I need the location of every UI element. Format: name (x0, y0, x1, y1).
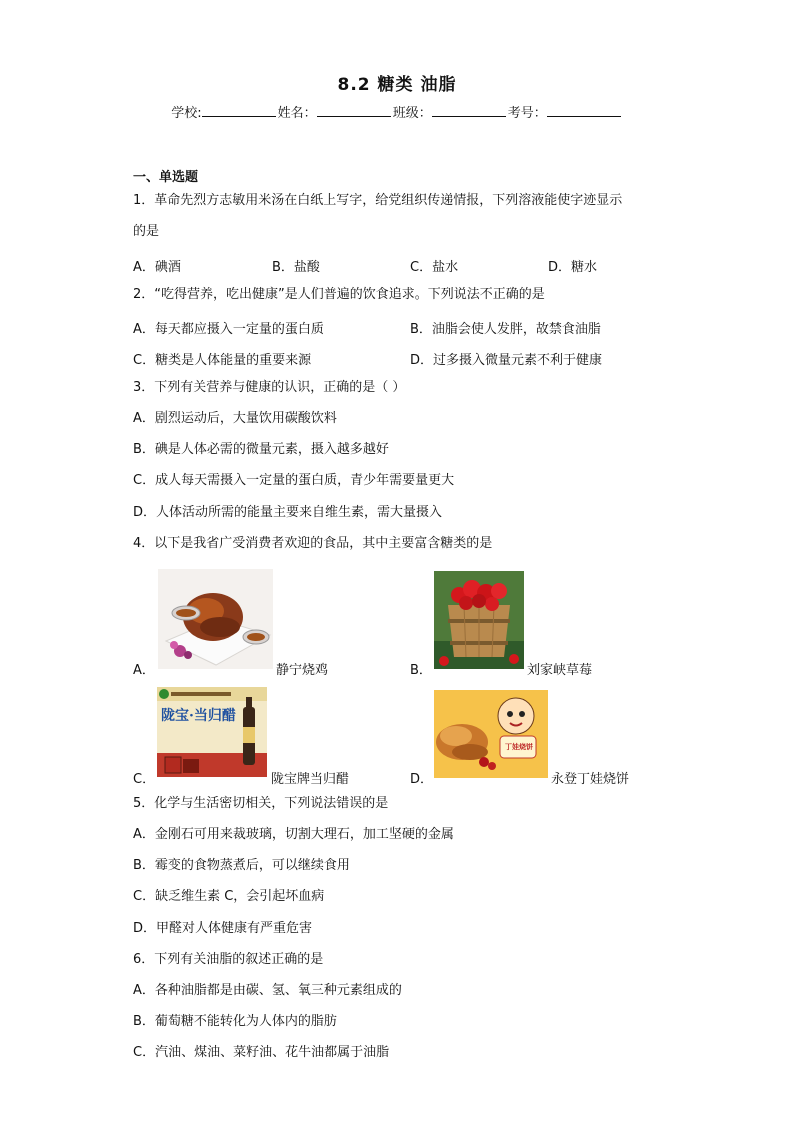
q3-stem: 3．下列有关营养与健康的认识，正确的是（ ） (133, 380, 406, 395)
pastry-ad-text: 丁娃烧饼 (505, 743, 533, 751)
q3-option-a: A．剧烈运动后，大量饮用碳酸饮料 (133, 411, 337, 426)
q4-stem: 4．以下是我省广受消费者欢迎的食品，其中主要富含糖类的是 (133, 536, 493, 551)
q3-option-d: D．人体活动所需的能量主要来自维生素，需大量摄入 (133, 505, 443, 520)
q6-option-b: B．葡萄糖不能转化为人体内的脂肪 (133, 1014, 337, 1029)
page-title: 8.2 糖类 油脂 (337, 75, 457, 95)
strawberry-bucket-image (434, 571, 524, 669)
q6-option-c: C．汽油、煤油、菜籽油、花牛油都属于油脂 (133, 1045, 390, 1060)
section-title: 一、单选题 (133, 170, 199, 185)
q1-option-b: B．盐酸 (272, 260, 320, 275)
exam-no-blank[interactable] (547, 104, 621, 117)
q5-stem: 5．化学与生活密切相关，下列说法错误的是 (133, 796, 389, 811)
q5-option-c: C．缺乏维生素 C，会引起坏血病 (133, 889, 325, 904)
vinegar-ad-text: 陇宝·当归醋 (161, 708, 236, 724)
q3-option-c: C．成人每天需摄入一定量的蛋白质，青少年需要量更大 (133, 473, 455, 488)
q1-stem-line1: 1．革命先烈方志敏用米汤在白纸上写字，给党组织传递情报，下列溶液能使字迹显示 (133, 193, 623, 208)
vinegar-ad-image (157, 687, 267, 777)
q5-option-d: D．甲醛对人体健康有严重危害 (133, 921, 313, 936)
q1-option-a: A．碘酒 (133, 260, 181, 275)
class-label: 班级： (392, 106, 432, 121)
q3-option-b: B．碘是人体必需的微量元素，摄入越多越好 (133, 442, 389, 457)
roast-chicken-image (158, 569, 273, 669)
q4-option-b-letter: B． (410, 663, 432, 678)
q4-option-a-caption: 静宁烧鸡 (276, 663, 329, 678)
q4-option-a-letter: A． (133, 663, 155, 678)
q6-stem: 6．下列有关油脂的叙述正确的是 (133, 952, 324, 967)
q5-option-b: B．霉变的食物蒸煮后，可以继续食用 (133, 858, 350, 873)
name-blank[interactable] (317, 104, 391, 117)
q2-stem: 2．“吃得营养，吃出健康”是人们普遍的饮食追求。下列说法不正确的是 (133, 287, 545, 302)
q6-option-a: A．各种油脂都是由碳、氢、氧三种元素组成的 (133, 983, 402, 998)
q1-option-c: C．盐水 (410, 260, 459, 275)
q4-option-d-caption: 永登丁娃烧饼 (551, 772, 630, 787)
q4-option-d-letter: D． (410, 772, 434, 787)
school-blank[interactable] (202, 104, 276, 117)
q1-stem-line2: 的是 (133, 224, 160, 239)
class-blank[interactable] (432, 104, 506, 117)
exam-no-label: 考号： (507, 106, 547, 121)
school-label: 学校: (171, 106, 202, 121)
q2-option-b: B．油脂会使人发胖，故禁食油脂 (410, 322, 601, 337)
q4-option-b-caption: 刘家峡草莓 (527, 663, 593, 678)
q2-option-c: C．糖类是人体能量的重要来源 (133, 353, 312, 368)
q2-option-d: D．过多摄入微量元素不利于健康 (410, 353, 603, 368)
q4-option-c-caption: 陇宝牌当归醋 (271, 772, 350, 787)
q5-option-a: A．金刚石可用来裁玻璃，切割大理石，加工坚硬的金属 (133, 827, 454, 842)
student-info-line (0, 102, 794, 121)
name-label: 姓名： (277, 106, 317, 121)
q4-option-c-letter: C． (133, 772, 156, 787)
q2-option-a: A．每天都应摄入一定量的蛋白质 (133, 322, 324, 337)
q1-option-d: D．糖水 (548, 260, 598, 275)
pastry-ad-image (434, 690, 548, 778)
